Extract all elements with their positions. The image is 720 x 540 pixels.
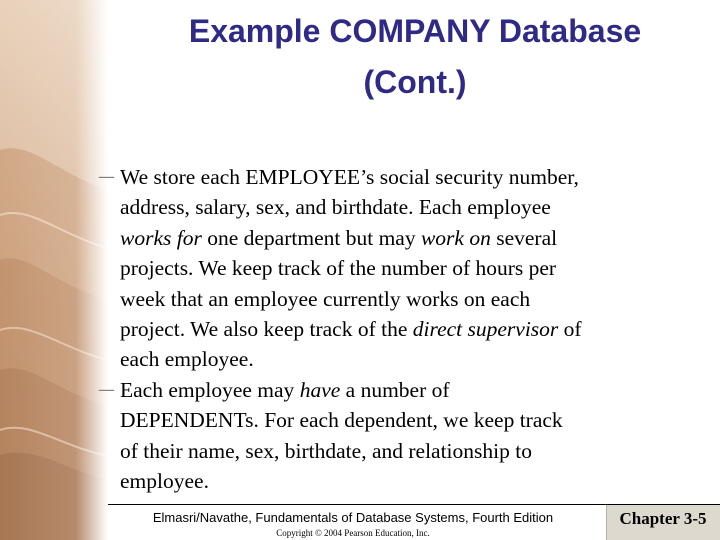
- chapter-label: Chapter 3-5: [619, 509, 707, 528]
- emphasized-text: have: [299, 377, 341, 402]
- text-run: several: [490, 225, 558, 250]
- bullet-item: [94, 162, 706, 375]
- bullet-line: [120, 284, 706, 314]
- bullet-list: [94, 162, 706, 496]
- emphasized-text: works for: [120, 225, 202, 250]
- text-run: employee.: [120, 469, 209, 494]
- text-run: of: [558, 317, 582, 342]
- text-run: DEPENDENTs. For each dependent, we keep track: [120, 408, 563, 433]
- text-run: week that an employee currently works on each: [120, 286, 531, 311]
- text-run: address, salary, sex, and birthdate. Each employee: [120, 195, 551, 220]
- slide-title-line2: (Cont.): [363, 64, 467, 100]
- text-run: projects. We keep track of the number of hours per: [120, 256, 557, 281]
- text-run: We store each EMPLOYEE’s social security number,: [120, 165, 579, 189]
- bullet-line: [120, 314, 706, 344]
- bullet-line: [120, 375, 706, 405]
- desert-dunes-image: [0, 0, 108, 540]
- footer-copyright: Copyright © 2004 Pearson Education, Inc.: [276, 528, 430, 538]
- emphasized-text: direct supervisor: [412, 317, 559, 342]
- bullet-line: [120, 405, 706, 435]
- bullet-dash-icon: —: [98, 379, 115, 400]
- bullet-line: [120, 344, 706, 374]
- text-run: one department but may: [201, 225, 421, 250]
- bullet-line: [120, 223, 706, 253]
- text-run: Each employee may: [120, 377, 300, 402]
- slide-title: [110, 6, 720, 108]
- bullet-line: [120, 436, 706, 466]
- bullet-line: [120, 192, 706, 222]
- text-run: a number of: [340, 377, 450, 402]
- footer-source: Elmasri/Navathe, Fundamentals of Database Systems, Fourth Edition: [152, 510, 554, 525]
- text-run: of their name, sex, birthdate, and relationship to: [120, 438, 532, 463]
- bullet-dash-icon: —: [98, 167, 115, 187]
- bullet-line: [120, 253, 706, 283]
- bullet-line: [120, 466, 706, 496]
- emphasized-text: work on: [420, 225, 491, 250]
- text-run: project. We also keep track of the: [120, 317, 413, 342]
- text-run: each employee.: [120, 347, 254, 372]
- bullet-line: [120, 162, 706, 192]
- bullet-item: [94, 375, 706, 497]
- slide-title-line1: Example COMPANY Database: [188, 13, 642, 49]
